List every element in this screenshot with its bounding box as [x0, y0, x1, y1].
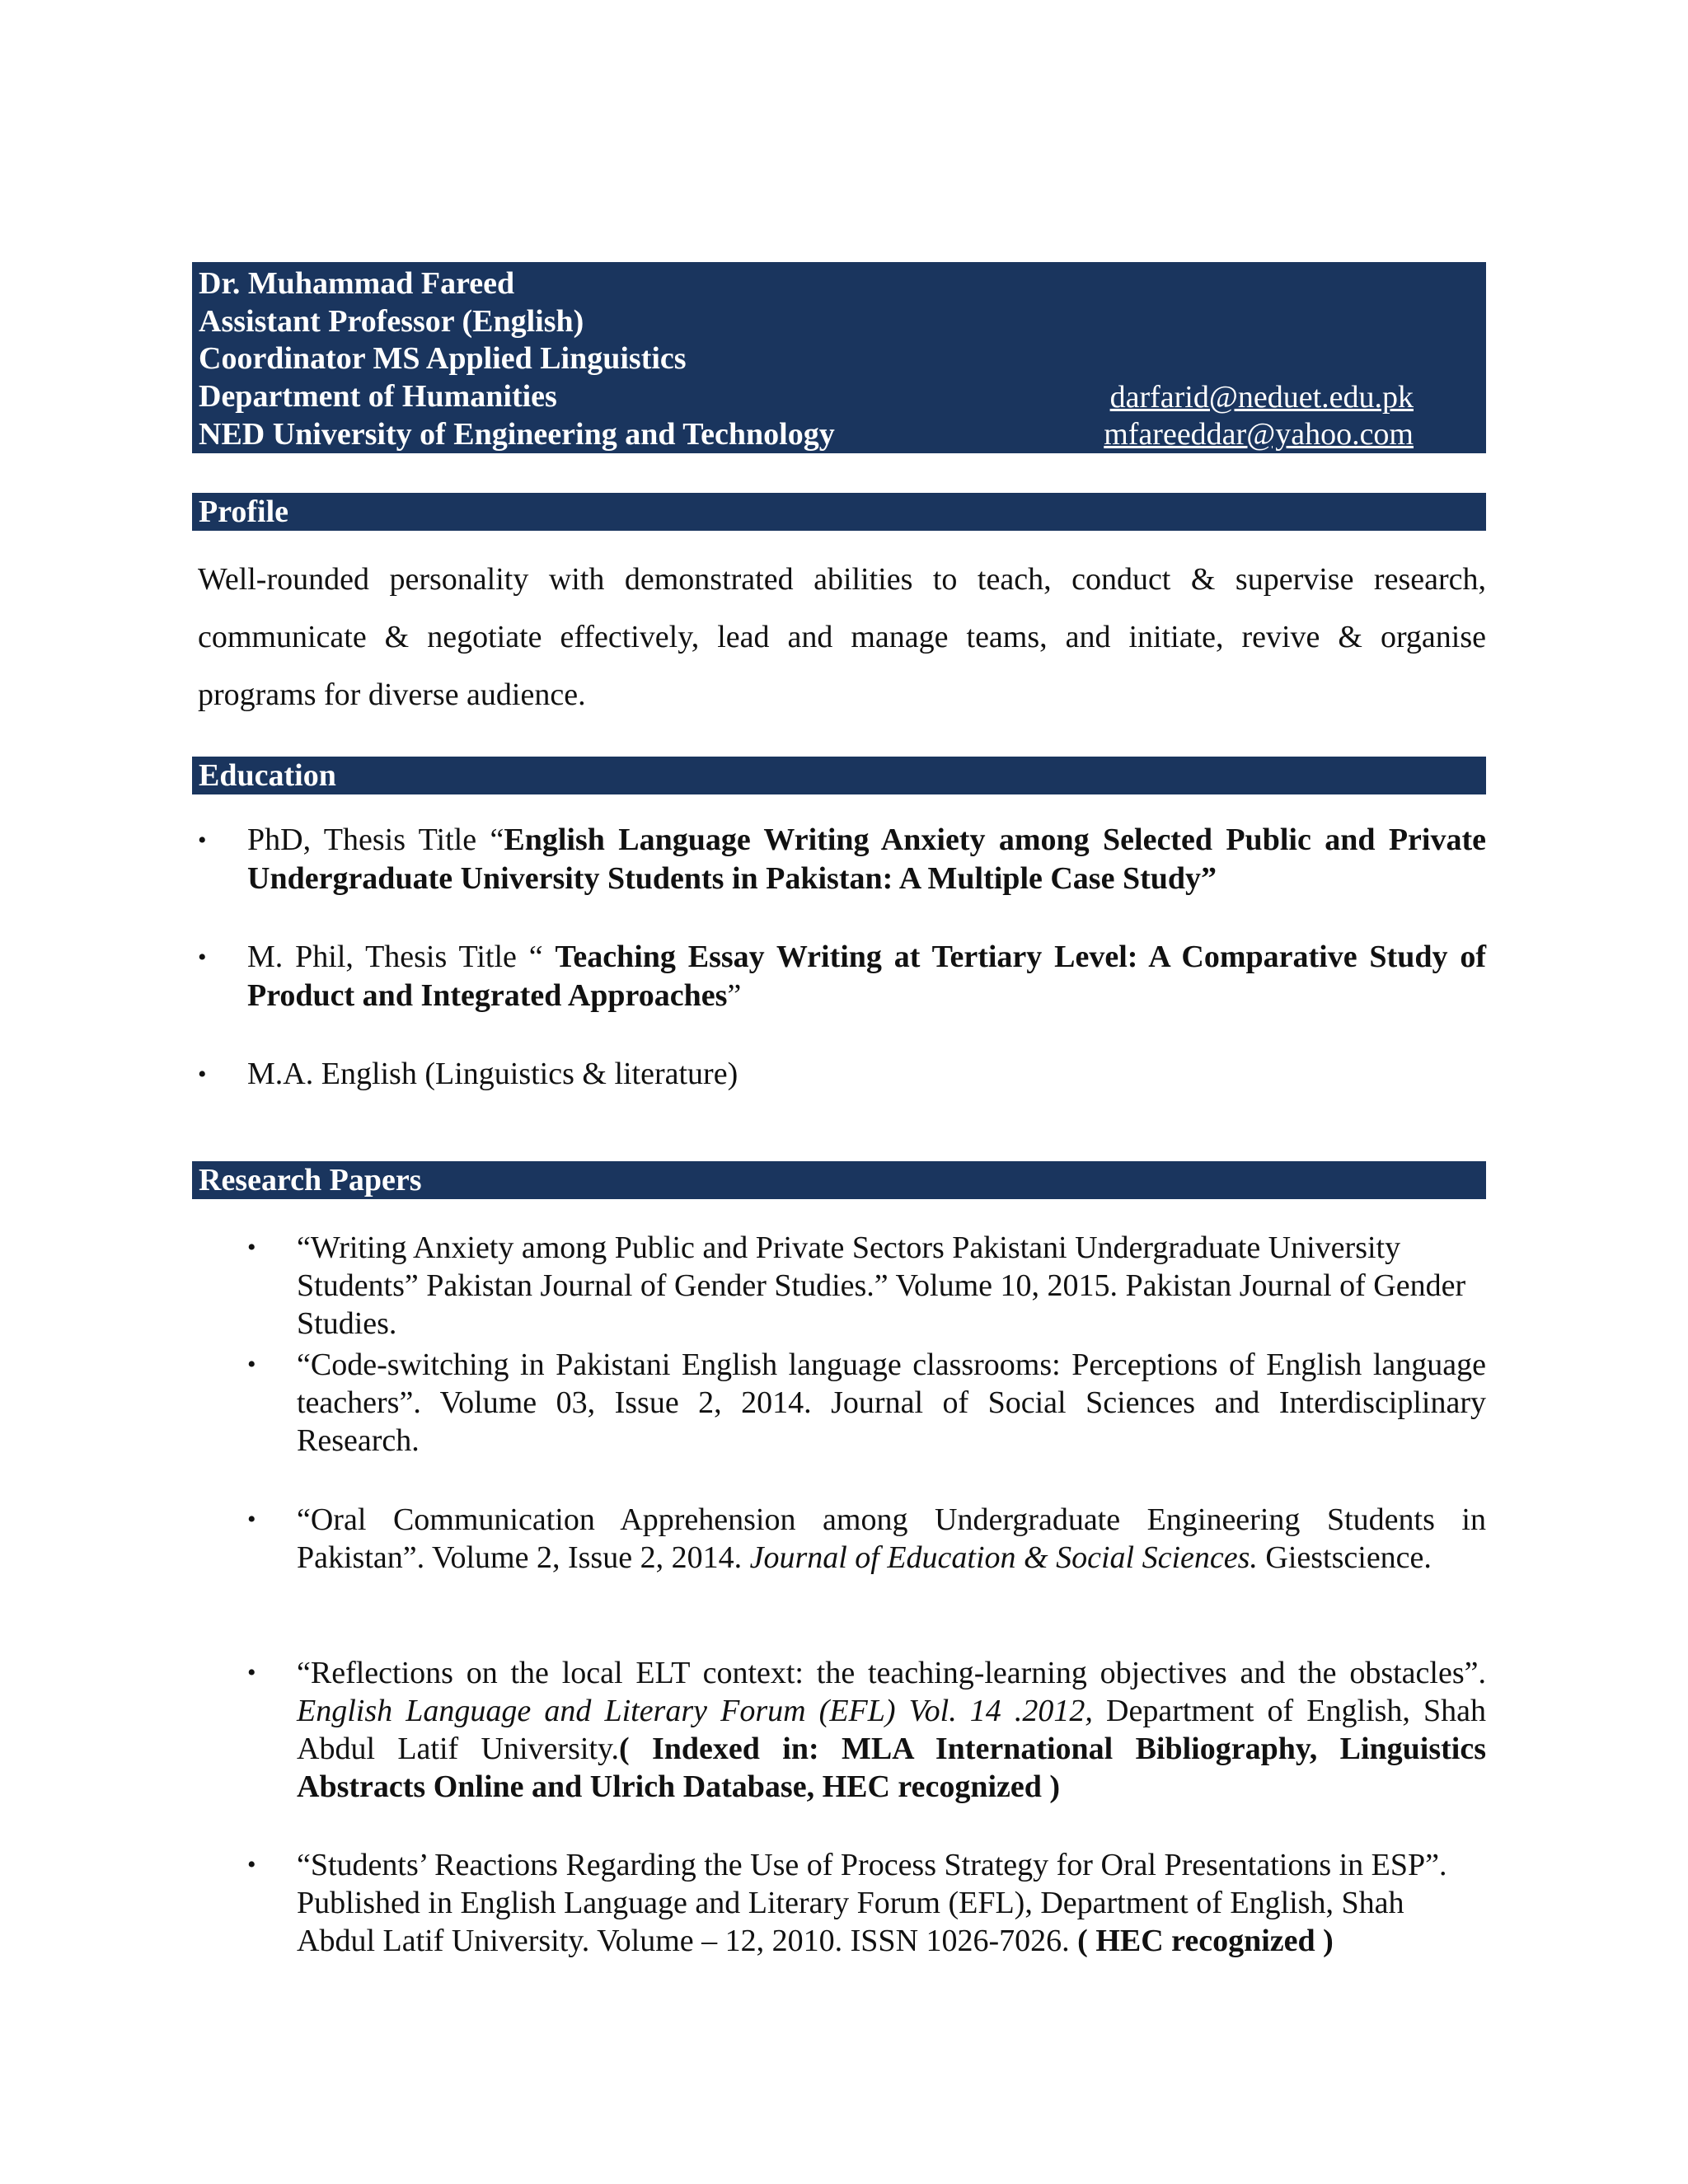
- bullet: •: [247, 1351, 256, 1378]
- header-row-name: [199, 265, 1479, 303]
- bullet: •: [247, 1659, 256, 1686]
- publisher: Giestscience.: [1257, 1540, 1432, 1575]
- section-heading-profile: Profile: [192, 493, 1486, 531]
- research-paper-item: [247, 1229, 1486, 1343]
- education-item: [198, 938, 1486, 1015]
- header-row-university: [199, 415, 1479, 453]
- header-row-designation: [199, 303, 1479, 341]
- education-item: [198, 1055, 1486, 1094]
- paper-citation: “Reflections on the local ELT context: the teaching-learning objectives and the obstacles”.: [297, 1656, 1486, 1690]
- header-box: [192, 262, 1486, 453]
- education-prefix: PhD, Thesis Title “: [247, 823, 504, 857]
- research-paper-item: [247, 1501, 1486, 1577]
- profile-text: Well-rounded personality with demonstrated abilities to teach, conduct & supervise research, communicate & negotiate effectively, lead and manage teams, and initiate, revive & organise programs for diverse audience.: [198, 562, 1486, 712]
- university: NED University of Engineering and Technology: [199, 416, 835, 452]
- journal-name: Journal of Education & Social Sciences.: [749, 1540, 1258, 1575]
- bullet: •: [198, 827, 207, 854]
- bullet: •: [247, 1234, 256, 1261]
- recognition-note: ( HEC recognized ): [1077, 1924, 1334, 1958]
- research-paper-item: [247, 1846, 1486, 1960]
- education-item: [198, 821, 1486, 898]
- education-prefix: M. Phil, Thesis Title “: [247, 940, 556, 974]
- paper-text: [297, 1501, 1486, 1577]
- designation: Assistant Professor (English): [199, 303, 584, 339]
- thesis-title: English Language Writing Anxiety among Selected Public and Private Undergraduate University Students in Pakistan: A Multiple Case Study”: [247, 823, 1486, 896]
- education-text: [247, 938, 1486, 1015]
- publisher: Department of English, Shah Abdul Latif University.: [297, 1694, 1486, 1766]
- education-suffix: ”: [727, 978, 742, 1013]
- email-link-primary[interactable]: darfarid@neduet.edu.pk: [1109, 379, 1414, 415]
- paper-text: “Writing Anxiety among Public and Private Sectors Pakistani Undergraduate University Students” Pakistan Journal of Gender Studies.” Volume 10, 2015. Pakistan Journal of Gender Studies.: [297, 1230, 1466, 1341]
- section-heading-education: Education: [192, 757, 1486, 794]
- thesis-title: Teaching Essay Writing at Tertiary Level: A Comparative Study of Product and Integrated Approaches: [247, 940, 1486, 1013]
- bullet: •: [198, 944, 207, 971]
- indexing-note: ( Indexed in: MLA International Bibliography, Linguistics Abstracts Online and Ulrich Database, HEC recognized ): [297, 1732, 1486, 1804]
- research-paper-item: [247, 1346, 1486, 1460]
- education-text: M.A. English (Linguistics & literature): [247, 1057, 738, 1091]
- research-paper-item: [247, 1654, 1486, 1806]
- paper-text: [297, 1846, 1486, 1960]
- paper-text: [297, 1654, 1486, 1806]
- email-link-secondary[interactable]: mfareeddar@yahoo.com: [1104, 417, 1414, 452]
- bullet: •: [198, 1061, 207, 1088]
- department: Department of Humanities: [199, 379, 557, 415]
- paper-citation: “Oral Communication Apprehension among Undergraduate Engineering Students in Pakistan”. Volume 2, Issue 2, 2014.: [297, 1502, 1486, 1575]
- bullet: •: [247, 1851, 256, 1878]
- header-row-coordinator: [199, 340, 1479, 378]
- journal-name: English Language and Literary Forum (EFL) Vol. 14 .2012,: [297, 1694, 1093, 1728]
- header-row-department: [199, 378, 1479, 416]
- education-text: [247, 821, 1486, 898]
- section-heading-research: Research Papers: [192, 1161, 1486, 1199]
- name: Dr. Muhammad Fareed: [199, 266, 515, 302]
- coordinator-title: Coordinator MS Applied Linguistics: [199, 341, 687, 377]
- bullet: •: [247, 1506, 256, 1533]
- paper-citation: “Students’ Reactions Regarding the Use of Process Strategy for Oral Presentations in ESP”. Published in English Language and Literary Forum (EFL), Department of English, Shah Abdul Latif University. Volume – 12, 2010. ISSN 1026-7026.: [297, 1848, 1447, 1958]
- paper-text: “Code-switching in Pakistani English language classrooms: Perceptions of English language teachers”. Volume 03, Issue 2, 2014. Journal of Social Sciences and Interdisciplinary Research.: [297, 1347, 1486, 1458]
